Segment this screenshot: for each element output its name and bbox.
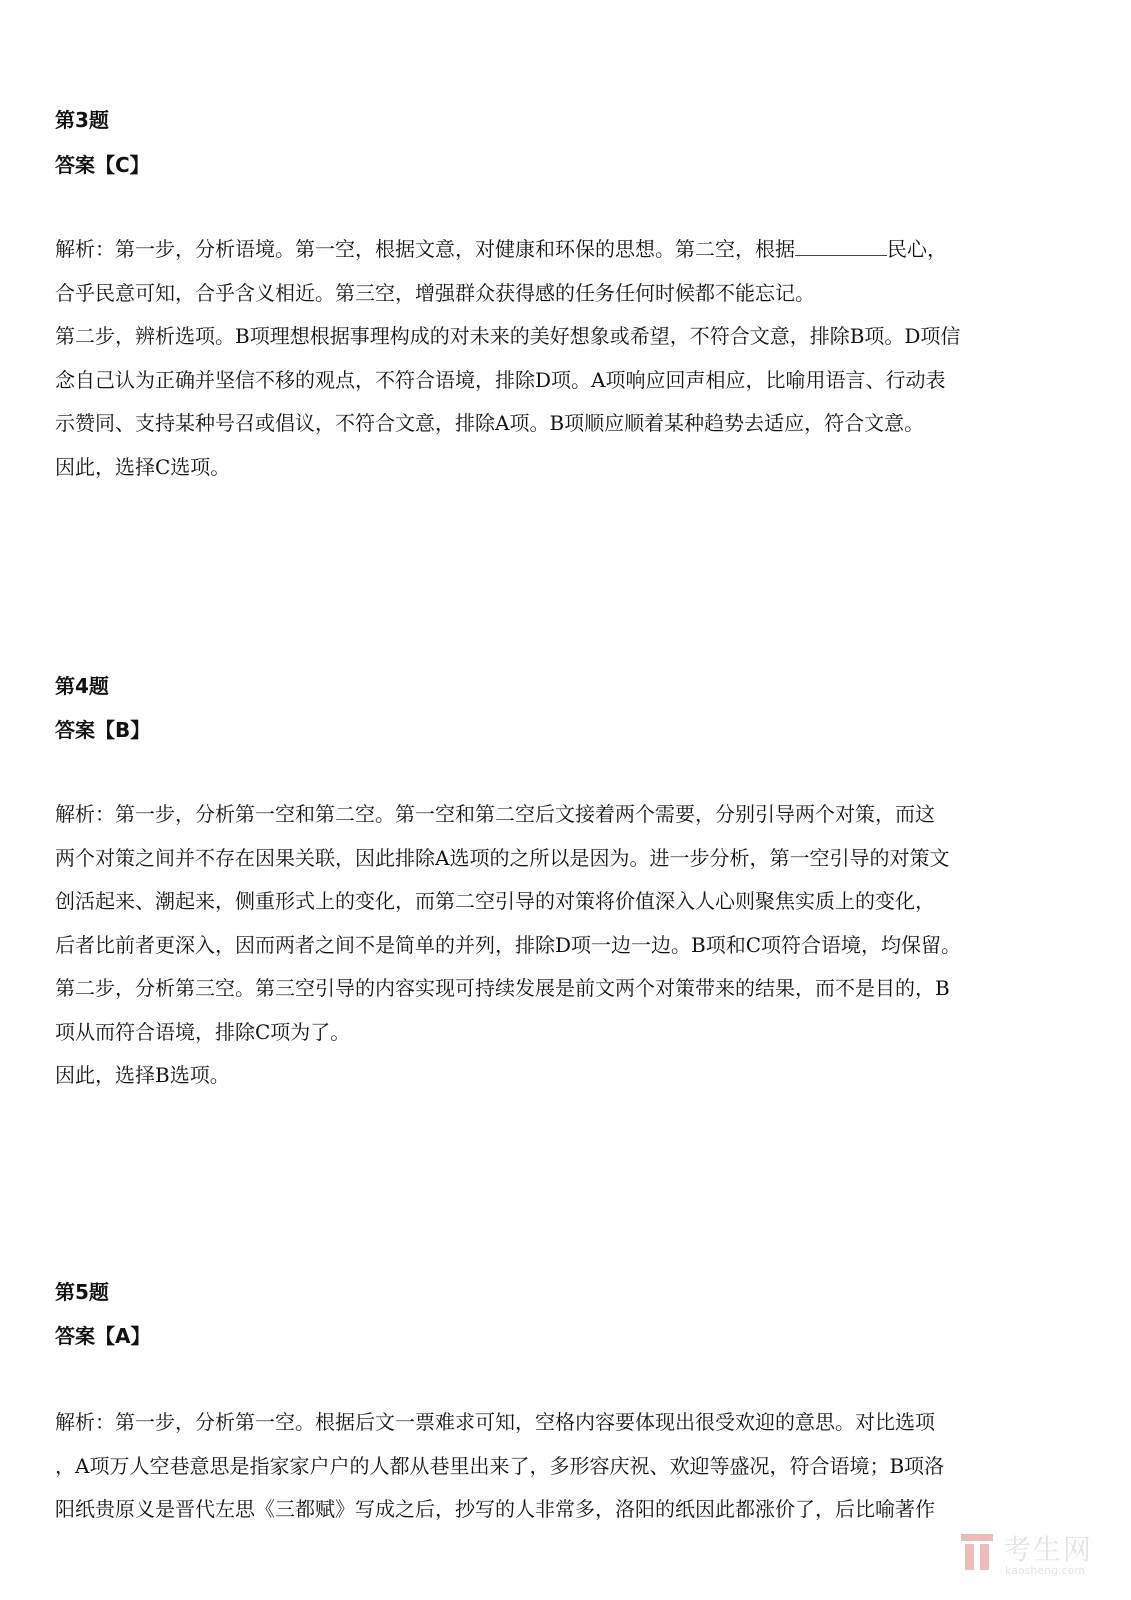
question-title: 第3题 — [55, 108, 109, 132]
analysis-line: 念自己认为正确并坚信不移的观点，不符合语境，排除D项。A项响应回声相应，比喻用语言、行动表 — [55, 367, 946, 392]
answer-label: 答案【C】 — [55, 153, 150, 177]
analysis-line: ，A项万人空巷意思是指家家户户的人都从巷里出来了，多形容庆祝、欢迎等盛况，符合语境；B项洛 — [55, 1453, 945, 1478]
analysis-text: 民心， — [887, 237, 947, 261]
watermark-text: 考生网 — [1003, 1533, 1094, 1566]
analysis-line: 阳纸贵原义是晋代左思《三都赋》写成之后，抄写的人非常多，洛阳的纸因此都涨价了，后比喻著作 — [55, 1497, 935, 1521]
watermark-subtext: kaosheng.com — [1005, 1564, 1086, 1577]
analysis-line: 第二步，分析第三空。第三空引导的内容实现可持续发展是前文两个对策带来的结果，而不是目的，B — [55, 976, 950, 1000]
kaosheng-logo-icon — [957, 1532, 997, 1572]
analysis-line: 第二步，辨析选项。B项理想根据事理构成的对未来的美好想象或希望，不符合文意，排除B项。D项信 — [55, 324, 961, 348]
watermark-logo — [957, 1528, 1107, 1580]
analysis-line: 因此，选择C选项。 — [55, 454, 231, 479]
analysis-line: 项从而符合语境，排除C项为了。 — [55, 1019, 351, 1044]
analysis-line: 因此，选择B选项。 — [55, 1063, 230, 1087]
analysis-block — [55, 228, 1055, 489]
analysis-line: 解析：第一步，分析第一空和第二空。第一空和第二空后文接着两个需要，分别引导两个对策，而这 — [55, 802, 935, 826]
analysis-block — [55, 793, 1055, 1098]
analysis-block — [55, 1401, 1055, 1532]
answer-label: 答案【A】 — [55, 1324, 151, 1348]
analysis-line: 合乎民意可知，合乎含义相近。第三空，增强群众获得感的任务任何时候都不能忘记。 — [55, 280, 815, 305]
analysis-line: 后者比前者更深入，因而两者之间不是简单的并列，排除D项一边一边。B项和C项符合语境，均保留。 — [55, 932, 962, 957]
analysis-line: 创活起来、潮起来，侧重形式上的变化，而第二空引导的对策将价值深入人心则聚焦实质上的变化， — [55, 889, 935, 913]
analysis-line: 解析：第一步，分析第一空。根据后文一票难求可知，空格内容要体现出很受欢迎的意思。对比选项 — [55, 1410, 935, 1434]
analysis-line: 示赞同、支持某种号召或倡议，不符合文意，排除A项。B项顺应顺着某种趋势去适应，符合文意。 — [55, 411, 925, 435]
analysis-text: 解析：第一步，分析语境。第一空，根据文意，对健康和环保的思想。第二空，根据 — [55, 237, 795, 261]
analysis-line: 两个对策之间并不存在因果关联，因此排除A选项的之所以是因为。进一步分析，第一空引导的对策文 — [55, 845, 950, 870]
analysis-line — [55, 228, 1055, 272]
fill-blank — [795, 237, 887, 256]
question-title: 第4题 — [55, 674, 109, 698]
answer-label: 答案【B】 — [55, 718, 151, 742]
question-title: 第5题 — [55, 1280, 109, 1304]
